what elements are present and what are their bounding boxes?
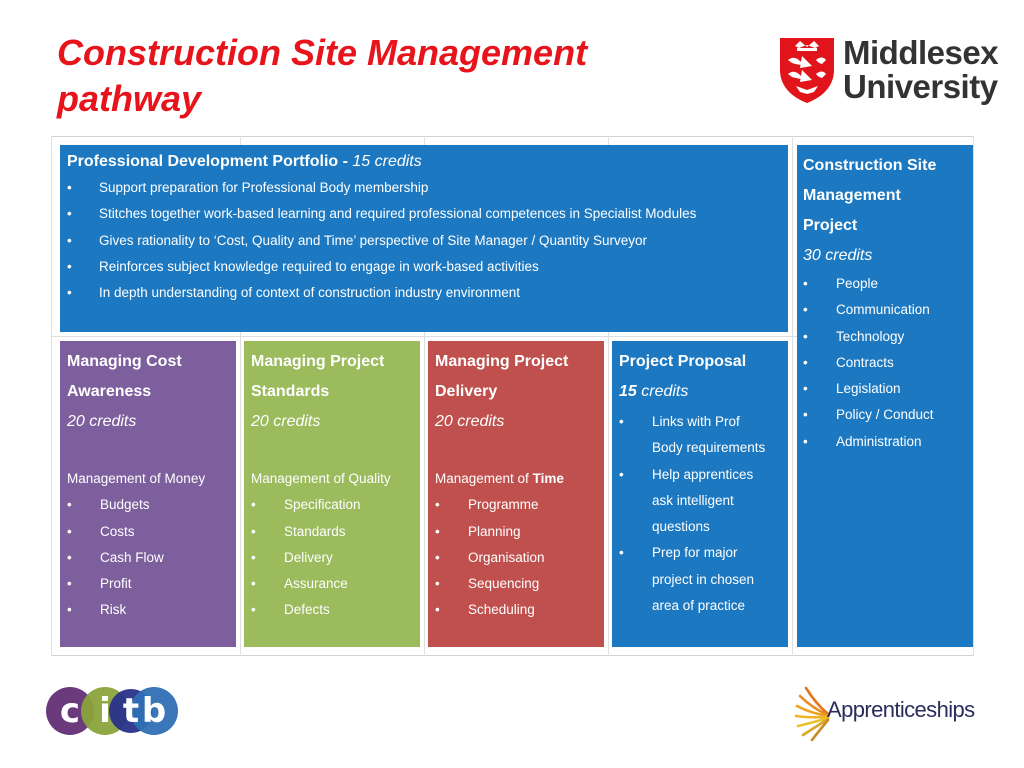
citb-letter-c: c: [59, 691, 81, 731]
list-item: • Profit: [67, 571, 229, 597]
list-item: • Organisation: [435, 545, 597, 571]
module-credits: [619, 377, 781, 407]
list-item: • Support preparation for Professional Body membership: [67, 175, 781, 201]
middlesex-university-logo: [778, 34, 999, 108]
module-heading: [67, 347, 229, 407]
module-bullets: [251, 492, 413, 623]
citb-letter-t: t: [122, 691, 140, 731]
bullet-line: • Links with Prof: [652, 414, 740, 429]
grid-line: [792, 136, 793, 656]
credits-word: credits: [636, 383, 689, 400]
list-item: • Planning: [435, 519, 597, 545]
citb-logo: [45, 686, 179, 736]
module-subtitle: Management of Quality: [251, 471, 391, 486]
project-heading-line1: Construction Site: [803, 157, 937, 174]
module-credits: 20 credits: [251, 413, 321, 430]
bullet-line: Body requirements: [652, 440, 766, 456]
university-name-line1: Middlesex: [843, 34, 999, 71]
module-credits: 20 credits: [67, 413, 137, 430]
list-item: • Legislation: [803, 376, 967, 402]
grid-line: [973, 136, 974, 656]
project-bullets: [803, 271, 967, 455]
module-heading: Project Proposal: [619, 353, 747, 370]
list-item: • Sequencing: [435, 571, 597, 597]
module-subtitle: [435, 466, 597, 492]
module-subtitle: Management of Money: [67, 471, 206, 486]
construction-site-project-box: [797, 145, 973, 647]
list-item: • People: [803, 271, 967, 297]
credits-number: 15: [619, 383, 637, 400]
bullet-line: ask intelligent: [652, 492, 734, 508]
citb-letter-i: i: [99, 691, 111, 731]
portfolio-title: Professional Development Portfolio -: [67, 153, 353, 170]
module-heading-line1: Managing Project: [435, 353, 569, 370]
list-item: • Stitches together work-based learning and required professional competences in Specialist Modules: [67, 201, 781, 227]
module-heading-line2: Standards: [251, 383, 330, 400]
portfolio-heading: [67, 151, 781, 173]
module-subtitle-emphasis: Time: [532, 471, 564, 486]
project-heading-line3: Project: [803, 217, 858, 234]
list-item: • Reinforces subject knowledge required to engage in work-based activities: [67, 254, 781, 280]
module-heading-line1: Managing Cost: [67, 353, 182, 370]
page-title: [57, 30, 737, 122]
bullet-line: • Prep for major: [652, 545, 738, 561]
list-item: • Risk: [67, 597, 229, 623]
module-heading-line2: Delivery: [435, 383, 498, 400]
bullet-line: questions: [652, 519, 710, 535]
bullet-line: • Help apprentices: [652, 466, 754, 482]
list-item: • Communication: [803, 297, 967, 323]
list-item: • Specification: [251, 492, 413, 518]
list-item: • Assurance: [251, 571, 413, 597]
list-item: • Policy / Conduct: [803, 402, 967, 428]
list-item: [619, 462, 781, 541]
portfolio-box: [60, 145, 788, 332]
project-heading: [803, 151, 967, 241]
citb-letter-b: b: [141, 691, 167, 731]
list-item: • Cash Flow: [67, 545, 229, 571]
portfolio-bullets: [67, 175, 781, 306]
module-bullets: [435, 492, 597, 623]
university-name-line2: University: [843, 68, 998, 105]
module-heading: [251, 347, 413, 407]
list-item: • Scheduling: [435, 597, 597, 623]
list-item: • Contracts: [803, 350, 967, 376]
list-item: • Standards: [251, 519, 413, 545]
portfolio-credits: 15 credits: [352, 153, 422, 170]
university-name: [843, 36, 998, 104]
project-credits: 30 credits: [803, 247, 873, 264]
list-item: • Delivery: [251, 545, 413, 571]
module-heading-line1: Managing Project: [251, 353, 385, 370]
apprenticeships-logo: [794, 684, 984, 742]
module-bullets: [619, 409, 781, 619]
module-bullets: [67, 492, 229, 623]
project-heading-line2: Management: [803, 187, 901, 204]
module-cost-awareness: [60, 341, 236, 647]
list-item: • Defects: [251, 597, 413, 623]
list-item: • Budgets: [67, 492, 229, 518]
bullet-line: area of practice: [652, 598, 746, 614]
title-line-1: Construction Site Management: [57, 32, 588, 73]
bullet-line: project in chosen: [652, 571, 755, 587]
list-item: • In depth understanding of context of construction industry environment: [67, 280, 781, 306]
list-item: • Costs: [67, 519, 229, 545]
module-subtitle-prefix: Management of: [435, 471, 533, 486]
module-heading-line2: Awareness: [67, 383, 152, 400]
module-project-standards: [244, 341, 420, 647]
list-item: [619, 540, 781, 619]
mdx-shield-icon: [778, 36, 836, 104]
module-heading: [435, 347, 597, 407]
apprenticeships-wordmark: Apprenticeships: [827, 697, 975, 722]
list-item: • Technology: [803, 324, 967, 350]
list-item: [619, 409, 781, 462]
title-line-2: pathway: [57, 78, 202, 119]
module-project-proposal: [612, 341, 788, 647]
module-credits: 20 credits: [435, 413, 505, 430]
grid-line: [51, 136, 52, 656]
list-item: • Programme: [435, 492, 597, 518]
module-project-delivery: [428, 341, 604, 647]
list-item: • Administration: [803, 429, 967, 455]
list-item: • Gives rationality to ‘Cost, Quality and Time’ perspective of Site Manager / Quantity Surveyor: [67, 228, 781, 254]
